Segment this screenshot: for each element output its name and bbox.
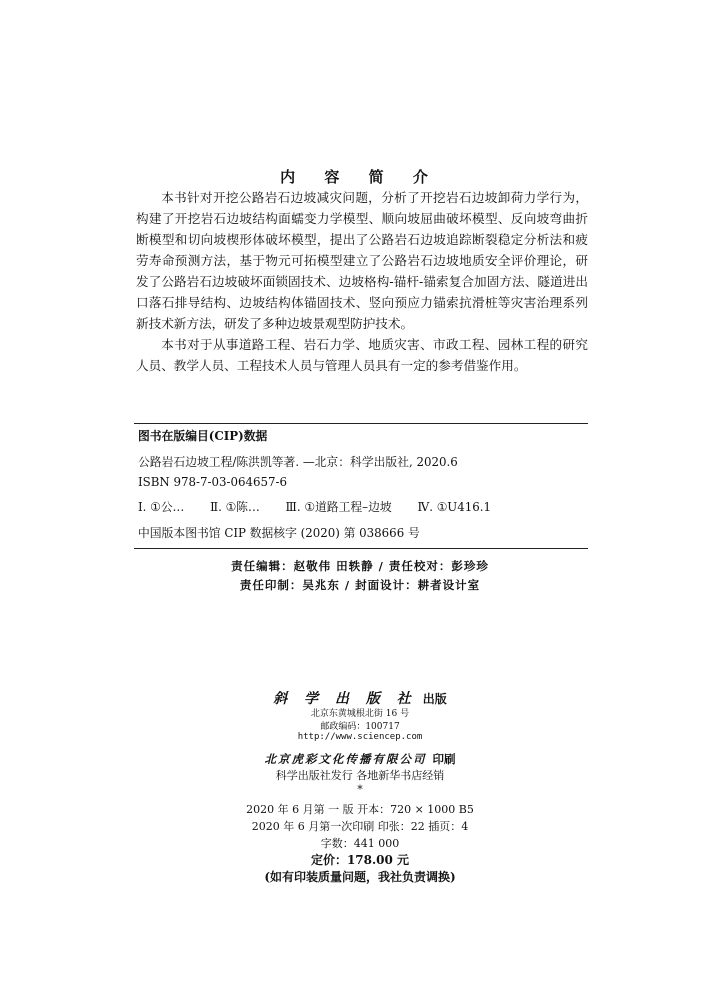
credits-production: 责任印制：吴兆东 / 封面设计：耕者设计室 (239, 578, 481, 592)
cip-class-3: Ⅲ. ①道路工程–边坡 (285, 500, 392, 514)
intro-body (136, 187, 588, 376)
printer-suffix: 印刷 (432, 752, 456, 766)
quality-notice: (如有印装质量问题，我社负责调换) (264, 870, 456, 884)
distribution-line: 科学出版社发行 各地新华书店经销 (275, 769, 445, 782)
publisher-name: 斜 学 出 版 社 (273, 691, 417, 707)
separator-star: * (357, 783, 363, 796)
price-line: 定价：178.00 元 (310, 853, 410, 867)
cip-class-2: Ⅱ. ①陈… (210, 500, 260, 514)
cip-bottom-rule (134, 548, 588, 549)
credits-editors: 责任编辑：赵敬伟 田轶静 / 责任校对：彭珍珍 (231, 559, 489, 573)
publisher-suffix: 出版 (422, 692, 447, 706)
publisher-url: http://www.sciencep.com (297, 732, 423, 742)
intro-title: 内 容 简 介 (280, 168, 440, 186)
cip-class-4: Ⅳ. ①U416.1 (417, 500, 492, 514)
publisher-address: 北京东黄城根北街 16 号 (310, 709, 410, 719)
cip-top-rule (134, 423, 588, 424)
cip-class-1: Ⅰ. ①公… (138, 500, 185, 514)
intro-paragraph-2: 本书对于从事道路工程、岩石力学、地质灾害、市政工程、园林工程的研究人员、教学人员、工程技术人员与管理人员具有一定的参考借鉴作用。 (136, 337, 588, 373)
cip-title-line: 公路岩石边坡工程/陈洪凯等著. —北京：科学出版社, 2020.6 (138, 455, 458, 469)
publisher-line (0, 688, 720, 708)
printing-line: 2020 年 6 月第一次印刷 印张：22 插页：4 (251, 820, 469, 833)
cip-isbn: ISBN 978-7-03-064657-6 (138, 475, 287, 489)
cip-record: 中国版本图书馆 CIP 数据核字 (2020) 第 038666 号 (138, 526, 420, 540)
publisher-postcode: 邮政编码：100717 (320, 722, 400, 732)
printer-line (0, 748, 720, 767)
wordcount-line: 字数：441 000 (320, 837, 400, 850)
edition-line: 2020 年 6 月第 一 版 开本：720 × 1000 B5 (246, 803, 474, 816)
cip-classification (138, 499, 513, 515)
intro-paragraph-1: 本书针对开挖公路岩石边坡减灾问题，分析了开挖岩石边坡卸荷力学行为，构建了开挖岩石边坡结构面蠕变力学模型、顺向坡屈曲破坏模型、反向坡弯曲折断模型和切向坡楔形体破坏模型，提出了公路岩石边坡追踪断裂稳定分析法和疲劳寿命预测方法，基于物元可拓模型建立了公路岩石边坡地质安全评价理论，研发了公路岩石边坡破坏面锁固技术、边坡格构-锚杆-锚索复合加固方法、隧道进出口落石排导结构、边坡结构体锚固技术、竖向预应力锚索抗滑桩等灾害治理系列新技术新方法，研发了多种边坡景观型防护技术。 (136, 190, 588, 331)
printer-name: 北京虎彩文化传播有限公司 (264, 752, 427, 766)
cip-heading: 图书在版编目(CIP)数据 (138, 429, 268, 443)
